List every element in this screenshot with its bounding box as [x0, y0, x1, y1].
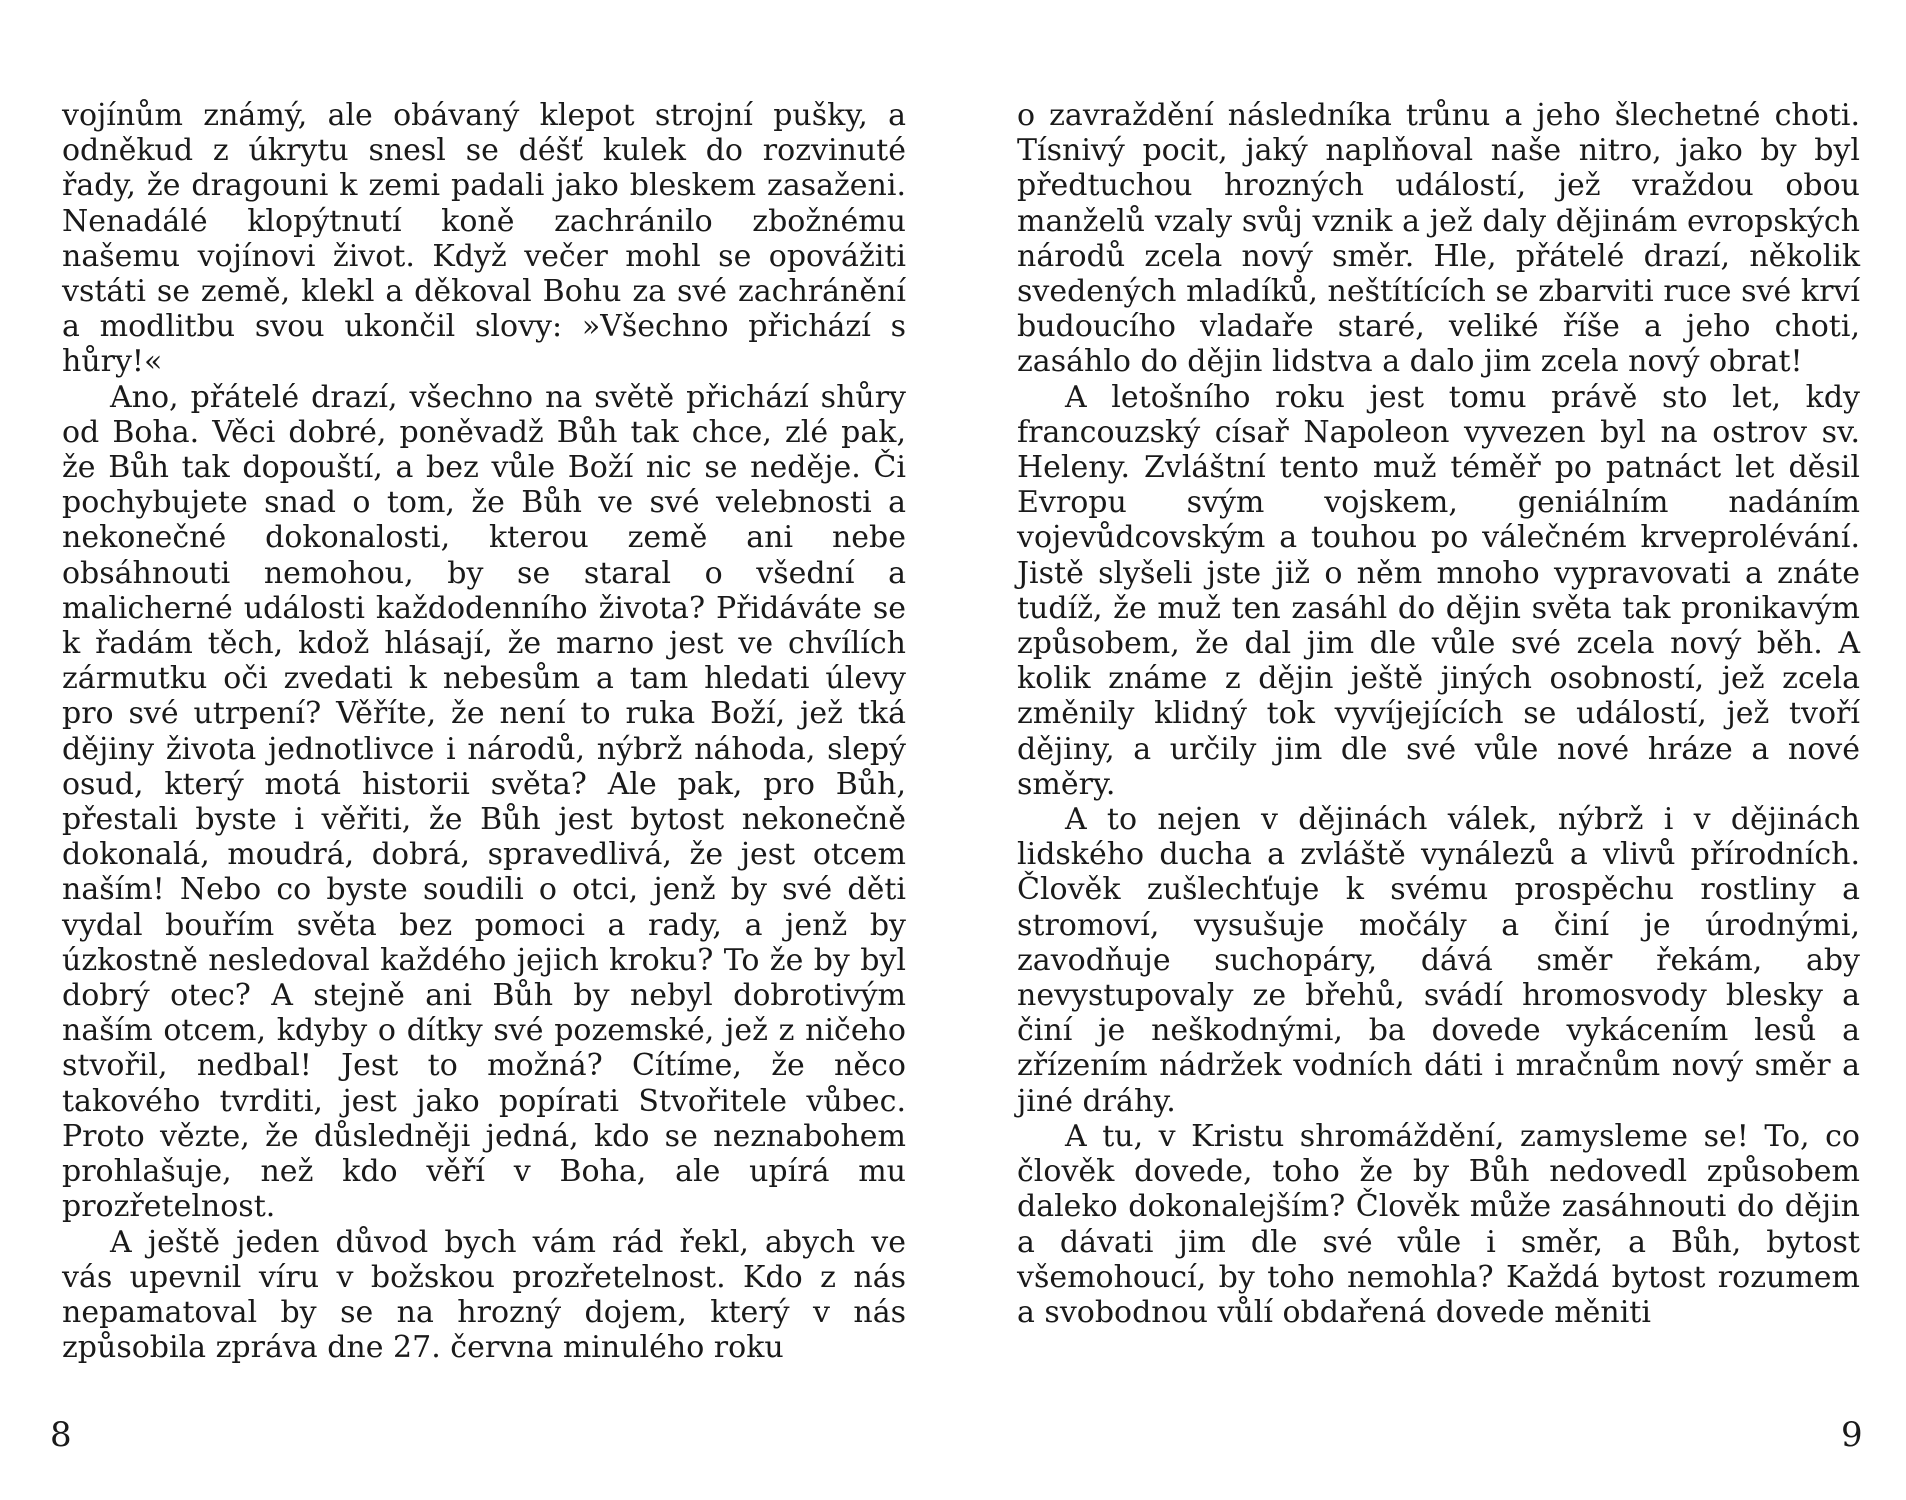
paragraph: A to nejen v dějinách válek, nýbrž i v dějinách lidského ducha a zvláště vynálezů a vlivů přírodních. Člověk zušlechťuje k svému prospěchu rostliny a stromoví, vysušuje močály a činí je úrodnými, zavodňuje suchopáry, dává směr řekám, aby nevystupovaly ze břehů, svádí hromosvody blesky a činí je neškodnými, ba dovede vykácením lesů a zřízením nádržek vodních dáti i mračnům nový směr a jiné dráhy.	[1017, 802, 1860, 1119]
paragraph: o zavraždění následníka trůnu a jeho šlechetné choti. Tísnivý pocit, jaký naplňoval naše nitro, jako by byl předtuchou hrozných událostí, jež vraždou obou manželů vzaly svůj vznik a jež daly dějinám evropských národů zcela nový směr. Hle, přátelé drazí, několik svedených mladíků, neštítících se zbarviti ruce své krví budoucího vladaře staré, veliké říše a jeho choti, zasáhlo do dějin lidstva a dalo jim zcela nový obrat!	[1017, 98, 1860, 380]
right-text-column	[1017, 98, 1860, 1330]
right-page	[953, 0, 1906, 1500]
left-text-column	[62, 98, 906, 1365]
page-number: 9	[1841, 1415, 1863, 1455]
paragraph: A tu, v Kristu shromáždění, zamysleme se! To, co člověk dovede, toho že by Bůh nedovedl způsobem daleko dokonalejším? Člověk může zasáhnouti do dějin a dávati jim dle své vůle i směr, a Bůh, bytost všemohoucí, by toho nemohla? Každá bytost rozumem a svobodnou vůlí obdařená dovede měniti	[1017, 1118, 1860, 1330]
paragraph: vojínům známý, ale obávaný klepot strojní pušky, a odněkud z úkrytu snesl se déšť kulek do rozvinuté řady, že dragouni k zemi padali jako bleskem zasaženi. Nenadálé klopýtnutí koně zachránilo zbožnému našemu vojínovi život. Když večer mohl se opovážiti vstáti se země, klekl a děkoval Bohu za své zachránění a modlitbu svou ukončil slovy: »Všechno přichází s hůry!«	[62, 98, 906, 380]
paragraph: A letošního roku jest tomu právě sto let, kdy francouzský císař Napoleon vyvezen byl na ostrov sv. Heleny. Zvláštní tento muž téměř po patnáct let děsil Evropu svým vojskem, geniálním nadáním vojevůdcovským a touhou po válečném krveprolévání. Jistě slyšeli jste již o něm mnoho vypravovati a znáte tudíž, že muž ten zasáhl do dějin světa tak pronikavým způsobem, že dal jim dle vůle své zcela nový běh. A kolik známe z dějin ještě jiných osobností, jež zcela změnily klidný tok vyvíjejících se událostí, jež tvoří dějiny, a určily jim dle své vůle nové hráze a nové směry.	[1017, 379, 1860, 802]
paragraph: Ano, přátelé drazí, všechno na světě přichází shůry od Boha. Věci dobré, poněvadž Bůh tak chce, zlé pak, že Bůh tak dopouští, a bez vůle Boží nic se neděje. Či pochybujete snad o tom, že Bůh ve své velebnosti a nekonečné dokonalosti, kterou země ani nebe obsáhnouti nemohou, by se staral o všední a malicherné události každodenního života? Přidáváte se k řadám těch, kdož hlásají, že marno jest ve chvílích zármutku oči zvedati k nebesům a tam hledati úlevy pro své utrpení? Věříte, že není to ruka Boží, jež tká dějiny života jednotlivce i národů, nýbrž náhoda, slepý osud, který motá historii světa? Ale pak, pro Bůh, přestali byste i věřiti, že Bůh jest bytost nekonečně dokonalá, moudrá, dobrá, spravedlivá, že jest otcem naším! Nebo co byste soudili o otci, jenž by své děti vydal bouřím světa bez pomoci a rady, a jenž by úzkostně nesledoval každého jejich kroku? To že by byl dobrý otec? A stejně ani Bůh by nebyl dobrotivým naším otcem, kdyby o dítky své pozemské, jež z ničeho stvořil, nedbal! Jest to možná? Cítíme, že něco takového tvrditi, jest jako popírati Stvořitele vůbec. Proto vězte, že důsledněji jedná, kdo se neznabohem prohlašuje, než kdo věří v Boha, ale upírá mu prozřetelnost.	[62, 379, 906, 1225]
paragraph: A ještě jeden důvod bych vám rád řekl, abych ve vás upevnil víru v božskou prozřetelnost. Kdo z nás nepamatoval by se na hrozný dojem, který v nás způsobila zpráva dne 27. června minulého roku	[62, 1224, 906, 1366]
page-number: 8	[50, 1415, 72, 1455]
